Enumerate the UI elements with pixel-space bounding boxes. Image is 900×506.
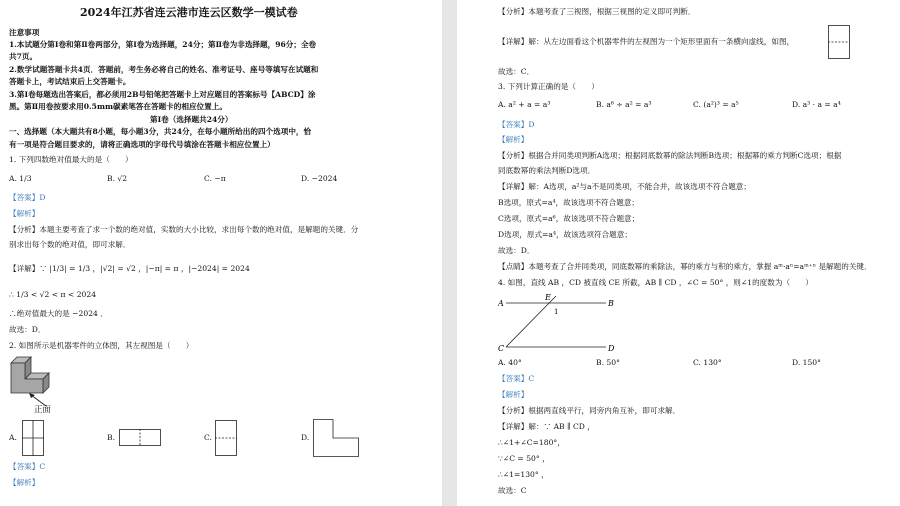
option-d-figure	[313, 419, 359, 457]
section-heading: 第Ⅰ卷（选择题共24分）	[150, 115, 233, 124]
q3-option-c: C. (a²)³ = a⁵	[693, 100, 739, 109]
q1-option-a: A. 1/3	[9, 174, 32, 183]
q3-detail: 【详解】解：A选项，a²与a不是同类项，不能合并，故该选项不符合题意；	[498, 182, 751, 191]
q1-option-b: B. √2	[107, 174, 128, 183]
q4-stem: 4. 如图，直线 AB ，CD 被直线 CE 所截，AB ∥ CD ，∠C = 50° ，则∠1的度数为（ ）	[498, 278, 813, 287]
q4-answer: 【答案】C	[498, 374, 535, 383]
q1-derive: ∴绝对值最大的是 −2024 ．	[9, 309, 108, 318]
q4-step: ∴∠1+∠C=180°，	[498, 438, 565, 447]
q1-fenxi: 别求出每个数的绝对值，即可求解．	[9, 240, 131, 249]
angle-1-label: 1	[554, 308, 559, 316]
q4-option-a: A. 40°	[498, 358, 522, 367]
note-line: 共7页。	[9, 52, 38, 61]
q2-answer: 【答案】C	[9, 462, 46, 471]
q1-fenxi: 【分析】本题主要考查了求一个数的绝对值，实数的大小比较，求出每个数的绝对值，是解题的关键．分	[9, 225, 359, 234]
q4-detail: 【详解】解：∵ AB ∥ CD ，	[498, 422, 595, 431]
q1-detail: 【详解】∵ |1/3| = 1/3 ，|√2| = √2 ，|−π| = π ，|−2024| = 2024	[9, 264, 250, 273]
q4-step: ∴∠1=130° ，	[498, 470, 549, 479]
q2-stem: 2. 如图所示是机器零件的立体图，其左视图是（ ）	[9, 341, 194, 350]
q2-choose: 故选：C．	[498, 67, 535, 76]
parallel-lines-figure	[498, 292, 618, 354]
q4-option-c: C. 130°	[693, 358, 722, 367]
left-page	[0, 0, 442, 506]
q1-analysis-tag: 【解析】	[9, 209, 40, 218]
q2-option-b: B.	[107, 433, 115, 442]
line-ce	[506, 296, 559, 347]
q2-option-c: C.	[204, 433, 212, 442]
q3-option-a: A. a² + a = a³	[498, 100, 551, 109]
exam-title: 2024年江苏省连云港市连云区数学一模试卷	[80, 6, 298, 19]
option-b-figure	[119, 429, 161, 446]
note-line: 黑。第Ⅱ用卷按要求用0.5mm碳素笔答在答题卡的相应位置上。	[9, 102, 227, 111]
q3-fenxi: 同底数幂的乘法判断D选项．	[498, 166, 596, 175]
notes-heading: 注意事项	[9, 28, 40, 37]
part-heading: 有一项是符合题目要求的，请将正确选项的字母代号填涂在答题卡相应位置上）	[9, 140, 275, 149]
q3-analysis-tag: 【解析】	[498, 135, 529, 144]
q3-choose: 故选：D．	[498, 246, 535, 255]
label-c: C	[498, 344, 505, 353]
q3-line-b: B选项，原式=a⁴，故该选项不符合题意；	[498, 198, 640, 207]
q4-step: ∵∠C = 50° ，	[498, 454, 550, 463]
q3-dianjing: 【点睛】本题考查了合并同类项，同底数幂的乘除法，幂的乘方与积的乘方，掌握 aᵐ·aⁿ=aᵐ⁺ⁿ 是解题的关键．	[498, 262, 872, 271]
left-view-figure	[828, 25, 850, 59]
q2-analysis-tag: 【解析】	[9, 478, 40, 487]
q1-option-d: D. −2024	[301, 174, 338, 183]
q1-stem: 1. 下列四数绝对值最大的是（ ）	[9, 155, 133, 164]
q3-line-d: D选项，原式=a⁴，故该选项符合题意；	[498, 230, 632, 239]
page-gutter	[442, 0, 457, 506]
q2-detail: 【详解】解：从左边面看这个机器零件的左视图为一个矩形里面有一条横向虚线，如图，	[498, 37, 795, 46]
part-heading: 一、选择题（本大题共有8小题，每小题3分，共24分，在每小题所给出的四个选项中，恰	[9, 127, 312, 136]
label-b: B	[608, 299, 614, 308]
q4-choose: 故选：C	[498, 486, 527, 495]
q1-answer: 【答案】D	[9, 193, 46, 202]
note-line: 答题卡上，考试结束后上交答题卡。	[9, 77, 131, 86]
label-d: D	[608, 344, 615, 353]
front-label: 正面	[34, 405, 52, 415]
q3-option-d: D. a³ · a = a⁴	[792, 100, 841, 109]
q3-line-c: C选项，原式=a⁶，故该选项不符合题意；	[498, 214, 640, 223]
q3-option-b: B. a⁶ ÷ a² = a³	[596, 100, 652, 109]
q3-fenxi: 【分析】根据合并同类项判断A选项；根据同底数幂的除法判断B选项；根据幂的乘方判断C选项；根据	[498, 151, 842, 160]
q1-choose: 故选：D．	[9, 325, 46, 334]
q4-fenxi: 【分析】根据两直线平行，同旁内角互补，即可求解．	[498, 406, 681, 415]
q2-option-a: A.	[9, 433, 17, 442]
note-line: 3.第Ⅰ卷每题选出答案后，都必须用2B号铅笔把答题卡上对应题目的答案标号【ABCD】涂	[9, 90, 316, 99]
q3-answer: 【答案】D	[498, 120, 535, 129]
label-a: A	[498, 299, 504, 308]
option-a-figure	[22, 420, 44, 456]
option-c-figure	[215, 420, 237, 456]
note-line: 2.数学试题答题卡共4页．答题前，考生务必将自己的姓名、准考证号、座号等填写在试题和	[9, 65, 319, 74]
note-line: 1.本试题分第Ⅰ卷和第Ⅱ卷两部分，第Ⅰ卷为选择题，24分；第Ⅱ卷为非选择题，96分；全卷	[9, 40, 317, 49]
machine-part-3d-figure	[9, 355, 57, 397]
q2-option-d: D.	[301, 433, 310, 442]
right-page	[457, 0, 900, 506]
q1-derive: ∴ 1/3 < √2 < π < 2024	[9, 290, 97, 299]
q4-option-d: D. 150°	[792, 358, 821, 367]
q2-fenxi: 【分析】本题考查了三视图，根据三视图的定义即可判断．	[498, 7, 696, 16]
q1-option-c: C. −π	[204, 174, 226, 183]
q4-option-b: B. 50°	[596, 358, 620, 367]
q4-analysis-tag: 【解析】	[498, 390, 529, 399]
label-e: E	[545, 293, 551, 302]
q3-stem: 3. 下列计算正确的是（ ）	[498, 82, 599, 91]
